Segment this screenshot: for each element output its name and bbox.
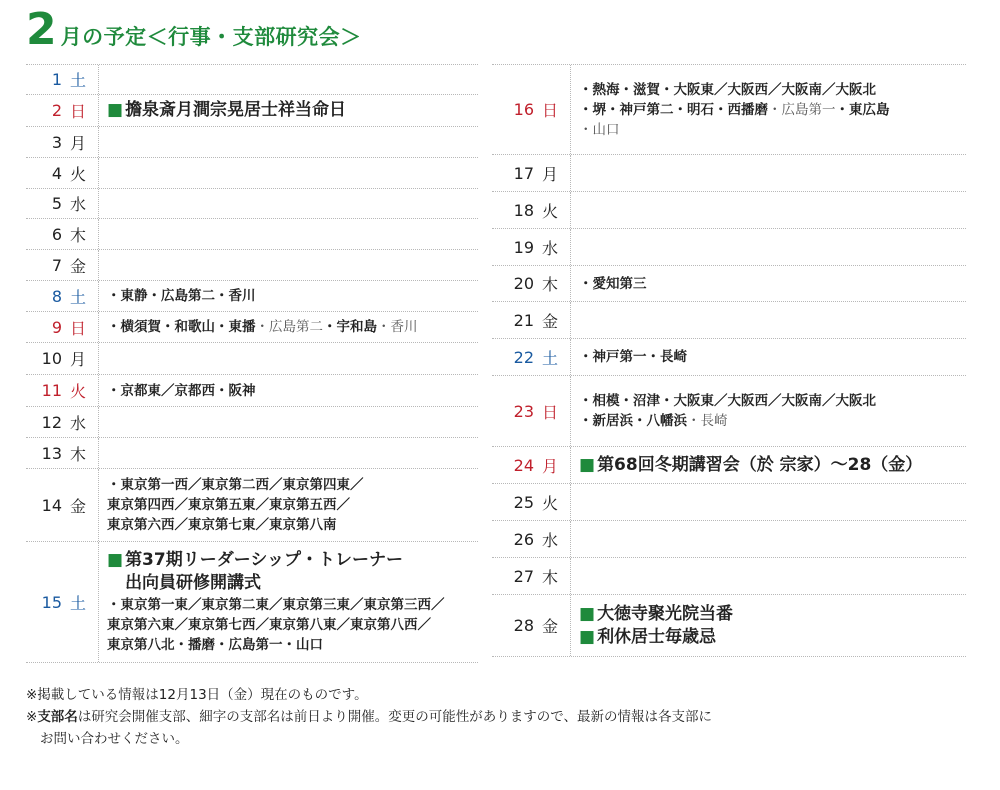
day-number: 9	[51, 317, 62, 337]
day-row	[26, 157, 478, 188]
branch-host: ・熱海・滋賀・大阪東／大阪西／大阪南／大阪北	[579, 81, 876, 98]
column-divider	[98, 219, 99, 249]
branch-host: ・堺・神戸第二・明石・西播磨	[579, 101, 768, 118]
branch-line	[579, 100, 966, 120]
column-divider	[570, 521, 571, 557]
day-row	[26, 311, 478, 342]
day-of-week: 水	[541, 530, 558, 550]
day-row	[492, 265, 966, 301]
day-of-week: 水	[541, 238, 558, 258]
day-number: 16	[513, 100, 534, 119]
branch-host: ・東広島	[835, 101, 890, 118]
day-row	[492, 375, 966, 446]
day-events	[99, 286, 478, 306]
day-events	[571, 603, 966, 649]
day-number: 14	[41, 495, 62, 515]
main-event	[579, 454, 966, 477]
day-events	[571, 347, 966, 367]
day-of-week: 水	[69, 195, 86, 214]
day-row	[26, 64, 478, 94]
day-events	[571, 274, 966, 294]
day-number: 21	[513, 310, 534, 330]
day-row	[492, 594, 966, 657]
day-row	[26, 437, 478, 468]
day-of-week: 土	[69, 593, 86, 613]
branch-line	[579, 120, 966, 140]
branch-host: ・宇和島	[323, 319, 377, 335]
day-number: 24	[513, 455, 534, 475]
day-of-week: 月	[69, 350, 86, 369]
footnotes	[26, 684, 966, 750]
day-number: 28	[513, 616, 534, 635]
day-of-week: 土	[69, 71, 86, 90]
day-of-week: 月	[541, 164, 558, 184]
green-square-marker: ■	[579, 603, 596, 624]
day-of-week: 月	[69, 133, 86, 153]
day-events	[99, 549, 478, 655]
day-of-week: 火	[69, 164, 86, 184]
day-number: 11	[41, 381, 62, 400]
branch-prev-day: ・広島第一	[768, 101, 836, 118]
day-events	[99, 317, 478, 337]
branch-host: ・東京第一東／東京第二東／東京第三東／東京第三西／	[107, 597, 445, 613]
column-divider	[98, 407, 99, 437]
main-event-text: 出向員研修開講式	[125, 573, 262, 593]
branch-prev-day: ・広島第二	[255, 319, 323, 335]
day-number: 5	[51, 194, 62, 213]
day-of-week: 日	[541, 101, 558, 120]
branch-line	[107, 515, 478, 535]
day-of-week: 日	[69, 318, 86, 338]
green-square-marker: ■	[107, 550, 124, 570]
day-row	[26, 374, 478, 406]
page-title	[26, 4, 362, 56]
branch-host: 東京第六西／東京第七東／東京第八南	[107, 517, 337, 533]
branch-host: ・愛知第三	[579, 275, 647, 292]
day-of-week: 木	[69, 444, 86, 464]
green-square-marker: ■	[107, 100, 124, 120]
column-divider	[570, 192, 571, 228]
day-of-week: 金	[541, 311, 558, 331]
day-of-week: 火	[541, 493, 558, 513]
main-event-text: 第37期リーダーシップ・トレーナー	[125, 550, 404, 570]
main-event	[579, 603, 966, 626]
day-row	[492, 64, 966, 154]
day-events	[99, 475, 478, 535]
day-row	[492, 446, 966, 483]
column-divider	[570, 229, 571, 265]
day-number: 20	[513, 274, 534, 293]
column-divider	[98, 158, 99, 188]
main-event-text: 第68回冬期講習会（於 宗家）～28（金）	[597, 454, 923, 475]
day-row	[492, 338, 966, 375]
column-divider	[98, 127, 99, 157]
branch-host: 東京第八北・播磨・広島第一・山口	[107, 637, 323, 653]
day-of-week: 月	[541, 456, 558, 476]
calendar-right-column	[492, 64, 966, 657]
column-divider	[98, 65, 99, 94]
day-events	[571, 80, 966, 140]
day-row	[26, 94, 478, 126]
column-divider	[570, 484, 571, 520]
column-divider	[98, 438, 99, 468]
column-divider	[570, 155, 571, 191]
day-of-week: 金	[69, 256, 86, 276]
branch-prev-day: ・長崎	[687, 413, 728, 429]
day-row	[492, 520, 966, 557]
branch-host: 東京第六東／東京第七西／東京第八東／東京第八西／	[107, 617, 431, 633]
day-row	[492, 557, 966, 594]
title-text: 月の予定＜行事・支部研究会＞	[60, 25, 362, 49]
day-events	[99, 99, 478, 122]
main-event-text: 擔泉斎月澗宗晃居士祥当命日	[125, 100, 347, 120]
green-square-marker: ■	[579, 626, 596, 647]
day-of-week: 金	[69, 496, 86, 516]
day-of-week: 土	[541, 348, 558, 368]
footnote-bold-term: 支部名	[37, 709, 78, 725]
main-event	[579, 626, 966, 649]
branch-line	[107, 286, 478, 306]
branch-host: ・神戸第一・長崎	[579, 349, 687, 365]
branch-line	[579, 80, 966, 100]
green-square-marker: ■	[579, 454, 596, 475]
day-of-week: 土	[69, 287, 86, 307]
main-event-text: 大徳寺聚光院当番	[597, 603, 734, 624]
branch-prev-day: ・山口	[579, 121, 620, 138]
day-row	[26, 541, 478, 663]
day-number: 23	[513, 401, 534, 421]
branch-line	[107, 635, 478, 655]
column-divider	[98, 343, 99, 374]
branch-line	[579, 411, 966, 431]
branch-line	[579, 274, 966, 294]
branch-host: ・京都東／京都西・阪神	[107, 382, 256, 399]
day-number: 1	[51, 70, 62, 89]
day-row	[26, 188, 478, 218]
column-divider	[570, 558, 571, 594]
day-number: 10	[41, 349, 62, 368]
branch-line	[107, 475, 478, 495]
day-of-week: 水	[69, 413, 86, 433]
day-row	[26, 280, 478, 311]
day-number: 18	[513, 200, 534, 220]
day-row	[26, 342, 478, 374]
day-number: 8	[51, 286, 62, 306]
day-number: 19	[513, 237, 534, 257]
branch-line	[107, 595, 478, 615]
column-divider	[98, 250, 99, 280]
day-number: 12	[41, 412, 62, 432]
column-divider	[570, 302, 571, 338]
branch-host: ・東京第一西／東京第二西／東京第四東／	[107, 477, 364, 493]
day-row	[26, 126, 478, 157]
calendar-left-column	[26, 64, 478, 663]
column-divider	[98, 189, 99, 218]
branch-line	[579, 347, 966, 367]
branch-line	[107, 317, 478, 337]
day-of-week: 日	[541, 402, 558, 422]
day-number: 15	[41, 592, 62, 612]
branch-prev-day: ・香川	[377, 319, 418, 335]
day-of-week: 木	[541, 567, 558, 587]
day-row	[492, 191, 966, 228]
day-row	[26, 249, 478, 280]
day-number: 13	[41, 443, 62, 463]
day-of-week: 火	[541, 201, 558, 221]
branch-host: ・新居浜・八幡浜	[579, 413, 687, 429]
main-event	[107, 572, 478, 595]
day-events	[571, 454, 966, 477]
day-row	[26, 468, 478, 541]
day-events	[571, 391, 966, 431]
day-number: 7	[51, 255, 62, 275]
day-number: 6	[51, 224, 62, 244]
day-of-week: 木	[69, 225, 86, 245]
main-event-text: 利休居士毎歳忌	[597, 626, 717, 647]
day-number: 25	[513, 492, 534, 512]
main-event	[107, 549, 478, 572]
day-of-week: 金	[541, 617, 558, 636]
day-row	[492, 228, 966, 265]
footnote-3: お問い合わせください。	[40, 731, 189, 747]
branch-host: ・東静・広島第二・香川	[107, 288, 256, 304]
day-row	[26, 406, 478, 437]
branch-line	[107, 381, 478, 401]
day-row	[492, 154, 966, 191]
day-row	[492, 301, 966, 338]
title-month-number: 2	[26, 4, 57, 55]
branch-line	[579, 391, 966, 411]
day-of-week: 日	[69, 102, 86, 121]
day-number: 22	[513, 347, 534, 367]
day-of-week: 火	[69, 382, 86, 401]
branch-host: ・相模・沼津・大阪東／大阪西／大阪南／大阪北	[579, 393, 876, 409]
footnote-2: ※支部名は研究会開催支部、細字の支部名は前日より開催。変更の可能性がありますので、最新の情報は各支部に	[26, 709, 713, 725]
branch-line	[107, 495, 478, 515]
day-number: 2	[51, 101, 62, 120]
day-number: 26	[513, 529, 534, 549]
footnote-1: ※掲載している情報は12月13日（金）現在のものです。	[26, 687, 368, 703]
main-event	[107, 99, 478, 122]
day-number: 27	[513, 566, 534, 586]
branch-line	[107, 615, 478, 635]
day-row	[492, 483, 966, 520]
day-number: 17	[513, 163, 534, 183]
day-of-week: 木	[541, 275, 558, 294]
branch-host: 東京第四西／東京第五東／東京第五西／	[107, 497, 350, 513]
day-number: 3	[51, 132, 62, 152]
day-events	[99, 381, 478, 401]
day-row	[26, 218, 478, 249]
day-number: 4	[51, 163, 62, 183]
branch-host: ・横須賀・和歌山・東播	[107, 319, 256, 335]
